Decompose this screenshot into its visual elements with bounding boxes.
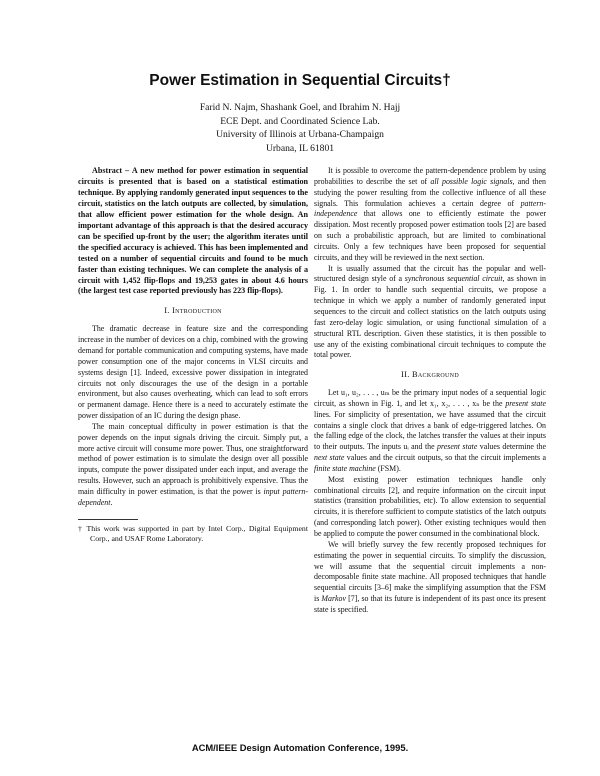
author-names: Farid N. Najm, Shashank Goel, and Ibrahim N. Hajj <box>199 102 401 113</box>
author-block <box>0 101 600 155</box>
intro-paragraph-1: The dramatic decrease in feature size and the corresponding increase in the number of devices on a chip, combined with the growing demand for portable communication and computing systems, have made power consumption one of the major concerns in VLSI circuits and systems design [1]. Indeed, excessive power dissipation in integrated circuits not only discourages the use of the design in a portable environment, but also causes overheating, which can lead to soft errors or permanent damage. Hence there is a need to accurately estimate the power dissipation of an IC during the design phase. <box>78 324 308 421</box>
intro-paragraph-4: It is usually assumed that the circuit has the popular and well-structured design style of a synchronous sequential circuit, as shown in Fig. 1. In order to handle such sequential circuits, we propose a technique in which we apply a number of randomly generated input sequences to the circuit and collect statistics on the latch outputs using fast zero-delay logic simulation, or using functional simulation of a structural RTL description. Given these statistics, it is then possible to use any of the existing combinational circuit techniques to compute the total power. <box>314 263 546 360</box>
intro-paragraph-2: The main conceptual difficulty in power estimation is that the power depends on the input signals driving the circuit. Simply put, a more active circuit will consume more power. Thus, one straightforward method of power estimation is to simulate the design over all possible inputs, compute the power dissipated under each input, and average the results. However, such an approach is prohibitively expensive. Thus the main difficulty in power estimation, is that the power is input pattern-dependent. <box>78 421 308 507</box>
left-column <box>78 166 308 545</box>
background-paragraph-1: Let u₁, u₂, . . . , uₘ be the primary input nodes of a sequential logic circuit, as shown in Fig. 1, and let x₁, x₂, . . . , xₙ be the present state lines. For simplicity of presentation, we have assumed that the circuit contains a single clock that drives a bank of edge-triggered latches. On the falling edge of the clock, the latches transfer the values at their inputs to their outputs. The inputs uᵢ and the present state values determine the next state values and the circuit outputs, so that the circuit implements a finite state machine (FSM). <box>314 388 547 473</box>
footnote: † This work was supported in part by Intel Corp., Digital Equipment Corp., and USAF Rome Laboratory. <box>78 523 308 544</box>
section-number: I. <box>164 306 170 316</box>
venue-footer: ACM/IEEE Design Automation Conference, 1995. <box>191 742 409 753</box>
section-heading-background <box>314 370 546 381</box>
background-paragraph-2: Most existing power estimation techniques handle only combinational circuits [2], and require information on the circuit input statistics (transition probabilities, etc). To allow extension to sequential circuits, it is therefore sufficient to compute statistics of the latch outputs (and corresponding latch power). Other existing techniques would then be applied to compute the power consumed in the combinational block. <box>314 474 546 538</box>
abstract: Abstract – A new method for power estimation in sequential circuits is presented that is based on a statistical estimation technique. By applying randomly generated input sequences to the circuit, statistics on the latch outputs are collected, by simulation, that allow efficient power estimation for the whole design. An important advantage of this approach is that the desired accuracy can be specified up-front by the user; the algorithm iterates until the specified accuracy is achieved. This has been implemented and tested on a number of sequential circuits and found to be much faster than existing techniques. We can complete the analysis of a circuit with 1,452 flip-flops and 19,253 gates in about 4.6 hours (the largest test case reported previously has 223 flip-flops). <box>78 166 308 296</box>
intro-paragraph-3: It is possible to overcome the pattern-dependence problem by using probabilities to describe the set of all possible logic signals, and then studying the power resulting from the collective influence of all these signals. This formulation achieves a certain degree of pattern-independence that allows one to efficiently estimate the power dissipation. Most recently proposed power estimation tools [2] are based on such a probabilistic approach, but are limited to combinational circuits. Only a few techniques have been proposed for sequential circuits, and they will be reviewed in the next section. <box>314 166 546 262</box>
affiliation-dept: ECE Dept. and Coordinated Science Lab. <box>220 115 380 127</box>
right-column <box>314 166 546 616</box>
footnote-rule <box>78 519 138 520</box>
background-paragraph-3: We will briefly survey the few recently proposed techniques for estimating the power in sequential circuits. To simplify the discussion, we will assume that the sequential circuit implements a non-decomposable finite state machine. All proposed techniques that handle sequential circuits [3–6] make the simplifying assumption that the FSM is Markov [7], so that its future is independent of its past once its present state is specified. <box>314 539 546 614</box>
section-number: II. <box>401 370 410 380</box>
section-title: Background <box>412 370 459 380</box>
section-title: Introduction <box>172 306 222 316</box>
section-heading-introduction <box>78 306 308 317</box>
affiliation-university: University of Illinois at Urbana-Champaign <box>216 129 384 140</box>
paper-title: Power Estimation in Sequential Circuits† <box>149 72 451 89</box>
affiliation-city: Urbana, IL 61801 <box>265 142 335 154</box>
